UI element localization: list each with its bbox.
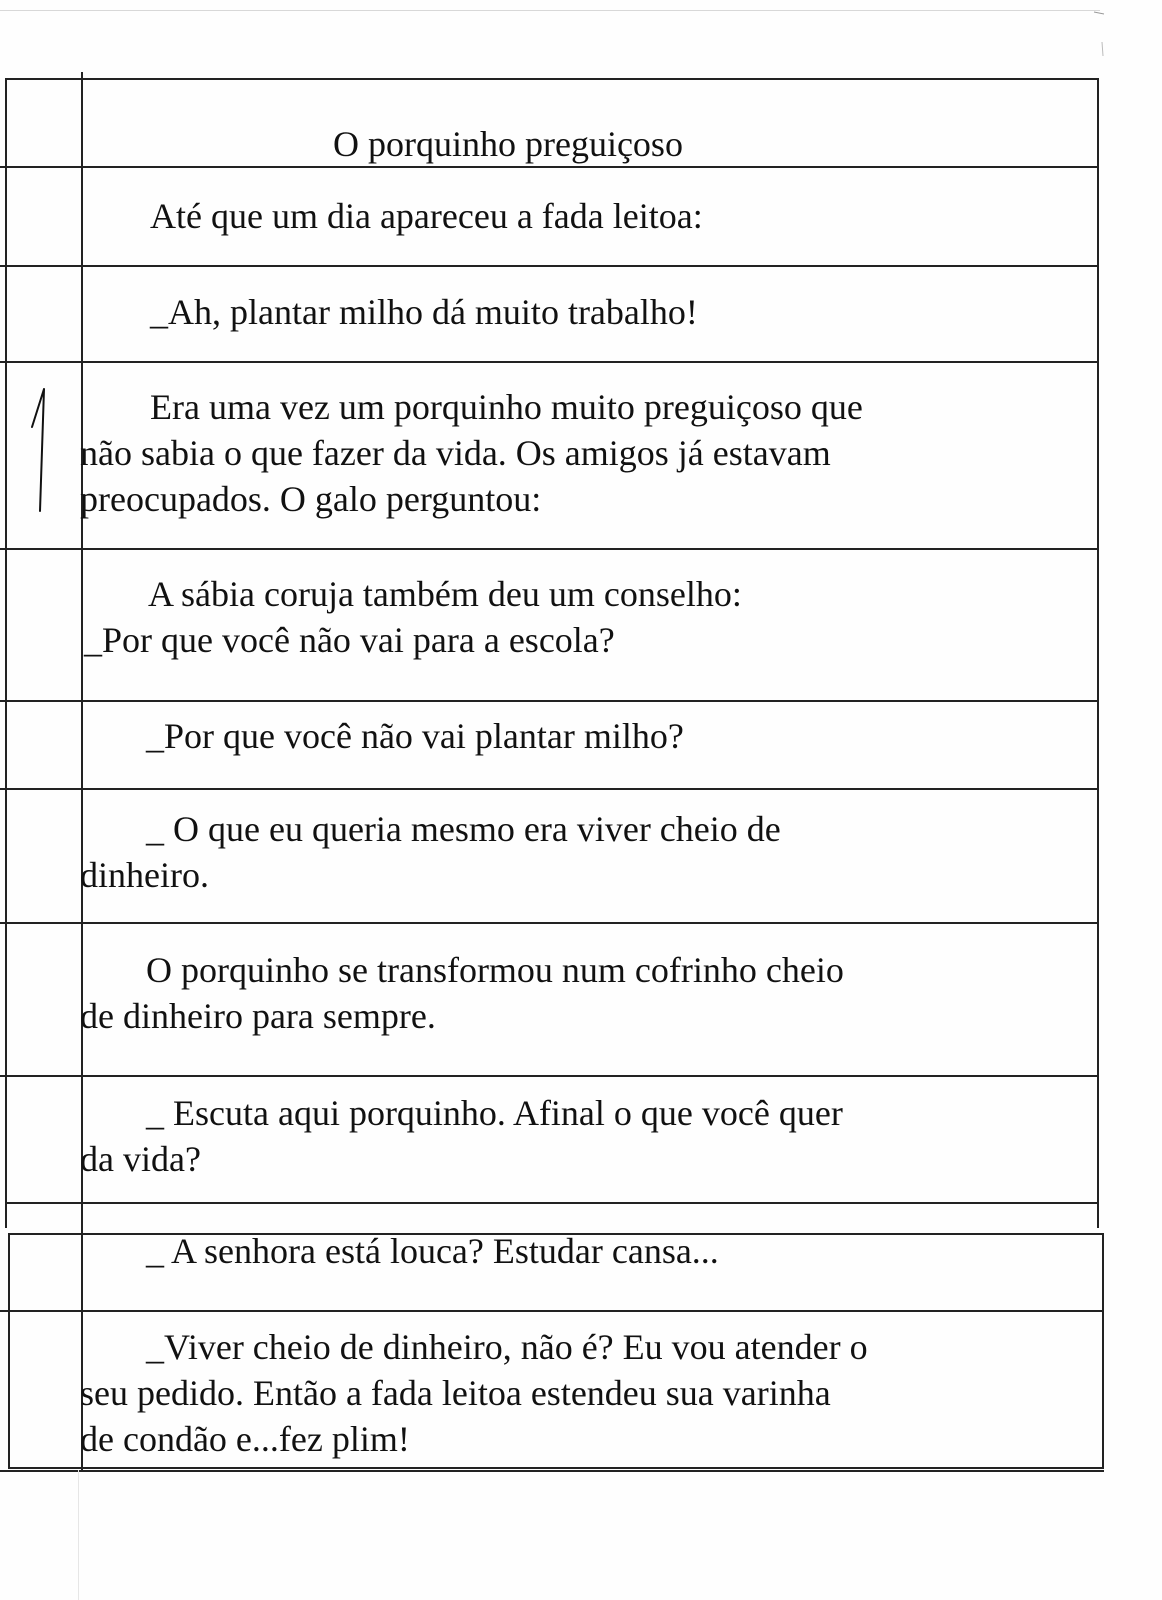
row-8-line-1: _ Escuta aqui porquinho. Afinal o que você quer: [146, 1093, 843, 1133]
row-7-line-1: O porquinho se transformou num cofrinho cheio: [146, 950, 844, 990]
row-divider: [0, 788, 1099, 790]
scan-artifact-mark: [1092, 8, 1106, 68]
handwritten-number-1: [28, 385, 58, 515]
scan-artifact-line: [78, 1470, 79, 1600]
row-2-line-1: _Ah, plantar milho dá muito trabalho!: [150, 292, 698, 332]
table-top-border: [5, 78, 1099, 80]
row-4-line-1: A sábia coruja também deu um conselho:: [148, 574, 742, 614]
row-divider: [0, 700, 1099, 702]
table-left-border: [5, 78, 7, 1228]
row-1-line-1: Até que um dia apareceu a fada leitoa:: [150, 196, 703, 236]
row-divider: [0, 1310, 1104, 1312]
row-6-line-1: _ O que eu queria mesmo era viver cheio de: [146, 809, 781, 849]
row-10-line-1: _Viver cheio de dinheiro, não é? Eu vou atender o: [146, 1327, 868, 1367]
table-right-border: [1097, 78, 1099, 1228]
table-bottom-border: [5, 1202, 1099, 1204]
row-10-line-2: seu pedido. Então a fada leitoa estendeu sua varinha: [80, 1373, 831, 1413]
row-8-line-2: da vida?: [80, 1139, 201, 1179]
row-5-line-1: _Por que você não vai plantar milho?: [146, 716, 684, 756]
row-3-line-3: preocupados. O galo perguntou:: [80, 479, 542, 519]
table-bottom-border: [0, 1470, 1104, 1472]
page-title: O porquinho preguiçoso: [333, 124, 683, 164]
row-divider: [0, 361, 1099, 363]
scan-edge: [0, 10, 1100, 11]
row-3-line-1: Era uma vez um porquinho muito preguiçoso que: [150, 387, 863, 427]
row-9-line-1: _ A senhora está louca? Estudar cansa...: [146, 1231, 719, 1271]
row-3-line-2: não sabia o que fazer da vida. Os amigos já estavam: [80, 433, 831, 473]
row-divider: [0, 265, 1099, 267]
row-4-line-2: _Por que você não vai para a escola?: [84, 620, 615, 660]
row-6-line-2: dinheiro.: [80, 855, 209, 895]
row-7-line-2: de dinheiro para sempre.: [80, 996, 436, 1036]
row-10-line-3: de condão e...fez plim!: [80, 1419, 410, 1459]
row-divider: [0, 548, 1099, 550]
row-divider: [0, 922, 1099, 924]
row-divider: [0, 1075, 1099, 1077]
